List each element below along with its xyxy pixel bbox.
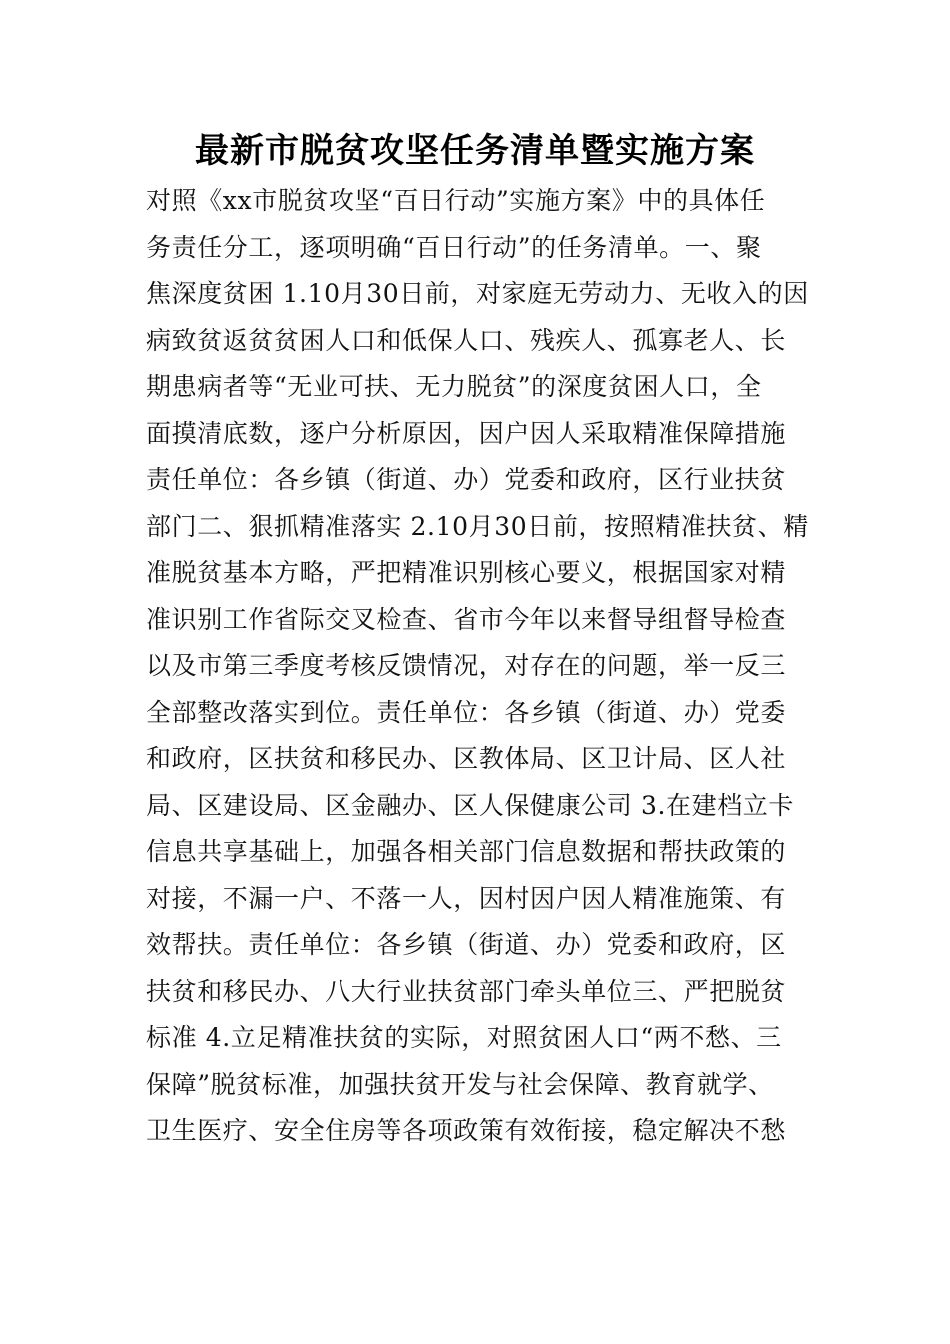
body-line: 以及市第三季度考核反馈情况，对存在的问题，举一反三 xyxy=(146,651,787,680)
body-line: 部门二、狠抓精准落实 2.10月30日前，按照精准扶贫、精 xyxy=(146,511,809,541)
body-line: 全部整改落实到位。责任单位：各乡镇（街道、办）党委 xyxy=(146,697,787,727)
document-title: 最新市脱贫攻坚任务清单暨实施方案 xyxy=(195,131,755,171)
body-line: 准识别工作省际交叉检查、省市今年以来督导组督导检查 xyxy=(146,604,787,634)
body-line: 局、区建设局、区金融办、区人保健康公司 3.在建档立卡 xyxy=(146,790,795,820)
body-line: 和政府，区扶贫和移民办、区教体局、区卫计局、区人社 xyxy=(146,744,787,773)
body-line: 效帮扶。责任单位：各乡镇（街道、办）党委和政府，区 xyxy=(146,930,787,959)
body-line: 期患病者等“无业可扶、无力脱贫”的深度贫困人口，全 xyxy=(146,372,762,401)
body-line: 信息共享基础上，加强各相关部门信息数据和帮扶政策的 xyxy=(146,837,787,866)
body-line: 准脱贫基本方略，严把精准识别核心要义，根据国家对精 xyxy=(146,558,787,587)
body-line: 标准 4.立足精准扶贫的实际，对照贫困人口“两不愁、三 xyxy=(146,1023,782,1052)
body-line: 对照《xx市脱贫攻坚“百日行动”实施方案》中的具体任 xyxy=(146,186,766,215)
body-line: 对接，不漏一户、不落一人，因村因户因人精准施策、有 xyxy=(146,883,787,913)
body-line: 责任单位：各乡镇（街道、办）党委和政府，区行业扶贫 xyxy=(146,465,787,494)
body-line: 保障”脱贫标准，加强扶贫开发与社会保障、教育就学、 xyxy=(146,1069,774,1099)
body-line: 务责任分工，逐项明确“百日行动”的任务清单。一、聚 xyxy=(146,232,762,262)
body-line: 焦深度贫困 1.10月30日前，对家庭无劳动力、无收入的因 xyxy=(146,279,809,308)
body-line: 病致贫返贫贫困人口和低保人口、残疾人、孤寡老人、长 xyxy=(146,325,787,355)
body-line: 面摸清底数，逐户分析原因，因户因人采取精准保障措施 xyxy=(146,418,787,448)
body-line: 卫生医疗、安全住房等各项政策有效衔接，稳定解决不愁 xyxy=(146,1116,787,1145)
document-body xyxy=(146,178,808,1155)
body-line: 扶贫和移民办、八大行业扶贫部门牵头单位三、严把脱贫 xyxy=(146,976,787,1006)
